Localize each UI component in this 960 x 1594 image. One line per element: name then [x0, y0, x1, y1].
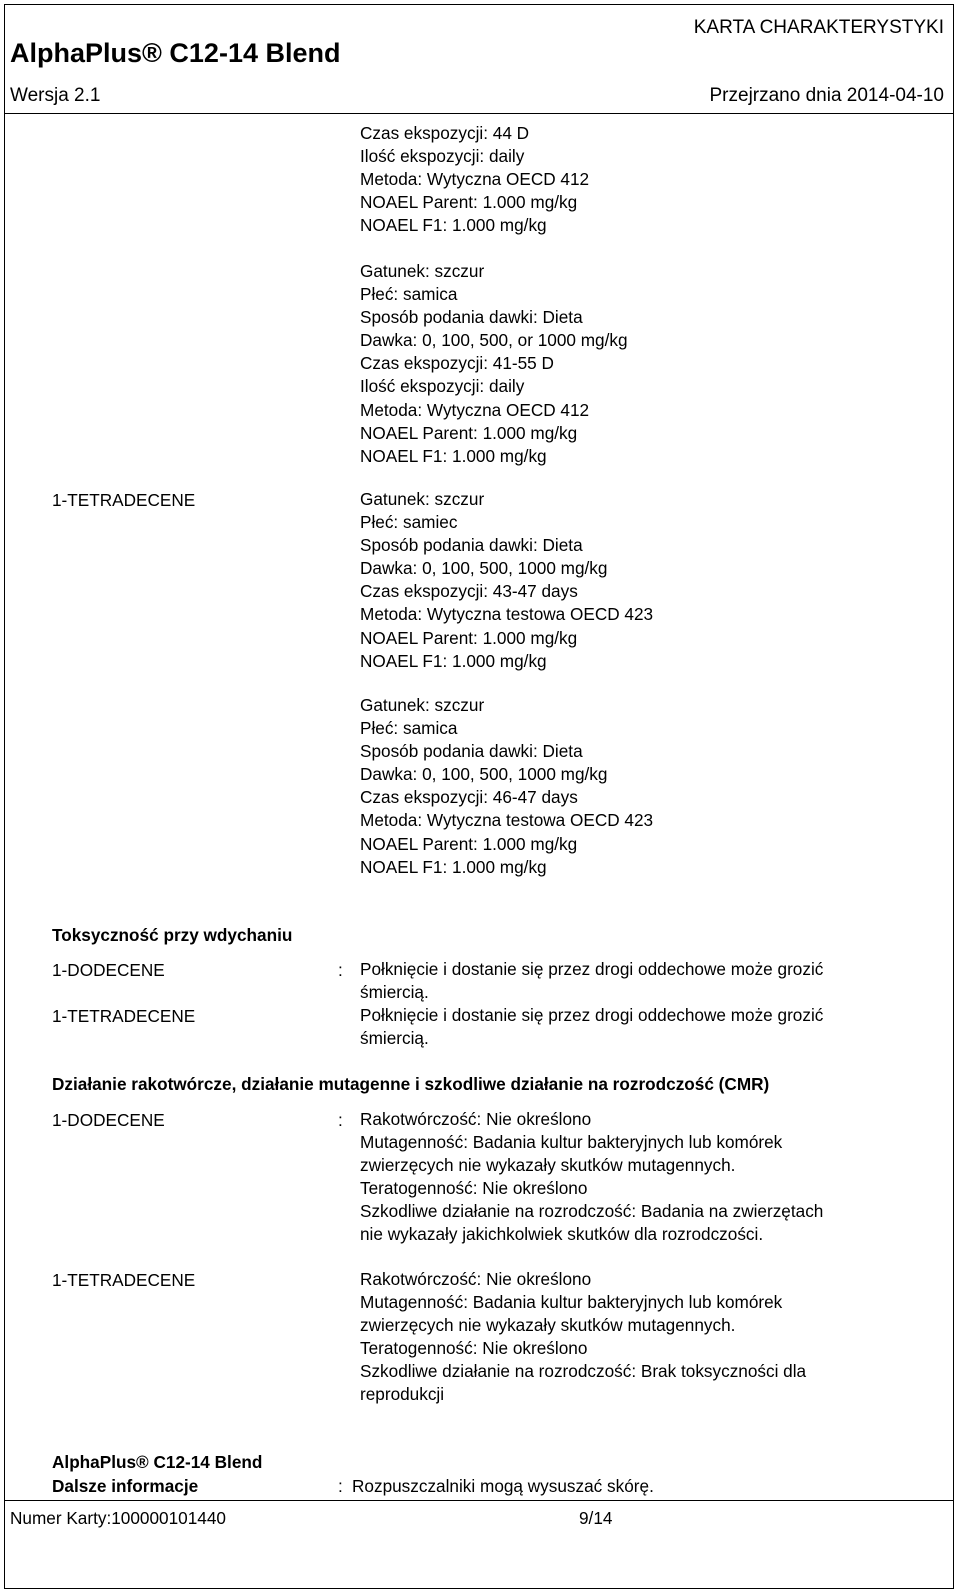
further-info-text: Rozpuszczalniki mogą wysuszać skórę. — [352, 1476, 654, 1496]
text-line: Metoda: Wytyczna OECD 412 — [360, 169, 590, 190]
text-line: Sposób podania dawki: Dieta — [360, 535, 583, 556]
repro-block-3 — [360, 488, 653, 673]
text-line: Gatunek: szczur — [360, 489, 485, 509]
text-line: NOAEL F1: 1.000 mg/kg — [360, 215, 547, 236]
substance-label-tetradecene: 1-TETRADECENE — [52, 490, 196, 510]
footer-divider — [4, 1500, 954, 1501]
text-line: śmiercią. — [360, 1028, 429, 1049]
text-line: Rakotwórczość: Nie określono — [360, 1109, 592, 1129]
text-line: Sposób podania dawki: Dieta — [360, 307, 583, 328]
text-line: Płeć: samica — [360, 718, 458, 739]
repro-block-4 — [360, 694, 653, 879]
text-line: Gatunek: szczur — [360, 695, 485, 715]
text-line: zwierzęcych nie wykazały skutków mutagennych. — [360, 1155, 736, 1176]
card-number: Numer Karty:100000101440 — [10, 1508, 226, 1528]
text-line: Połknięcie i dostanie się przez drogi oddechowe może grozić — [360, 959, 824, 979]
text-line: Dawka: 0, 100, 500, 1000 mg/kg — [360, 764, 608, 785]
section-title-cmr: Działanie rakotwórcze, działanie mutagenne i szkodliwe działanie na rozrodczość (CMR) — [52, 1074, 770, 1094]
repro-block-1 — [360, 122, 589, 237]
section-title-inhalation: Toksyczność przy wdychaniu — [52, 925, 293, 945]
inhalation-text-tetradecene — [360, 1004, 823, 1050]
further-info-label: Dalsze informacje — [52, 1476, 199, 1496]
text-line: Szkodliwe działanie na rozrodczość: Brak toksyczności dla — [360, 1361, 807, 1382]
colon: : — [338, 1110, 343, 1130]
text-line: Ilość ekspozycji: daily — [360, 376, 525, 397]
text-line: Rakotwórczość: Nie określono — [360, 1269, 592, 1289]
cmr-text-tetradecene — [360, 1268, 806, 1407]
text-line: Połknięcie i dostanie się przez drogi oddechowe może grozić — [360, 1005, 824, 1025]
text-line: Szkodliwe działanie na rozrodczość: Badania na zwierzętach — [360, 1201, 824, 1222]
text-line: Metoda: Wytyczna testowa OECD 423 — [360, 604, 654, 625]
text-line: Czas ekspozycji: 46-47 days — [360, 787, 578, 808]
text-line: Ilość ekspozycji: daily — [360, 146, 525, 167]
text-line: Płeć: samica — [360, 284, 458, 305]
text-line: Metoda: Wytyczna testowa OECD 423 — [360, 810, 654, 831]
substance-label-dodecene: 1-DODECENE — [52, 1110, 165, 1130]
text-line: Sposób podania dawki: Dieta — [360, 741, 583, 762]
text-line: Teratogenność: Nie określono — [360, 1338, 588, 1359]
text-line: zwierzęcych nie wykazały skutków mutagennych. — [360, 1315, 736, 1336]
text-line: Czas ekspozycji: 41-55 D — [360, 353, 554, 374]
text-line: Czas ekspozycji: 43-47 days — [360, 581, 578, 602]
text-line: Czas ekspozycji: 44 D — [360, 123, 530, 143]
version: Wersja 2.1 — [10, 85, 101, 106]
further-product-title: AlphaPlus® C12-14 Blend — [52, 1452, 263, 1472]
text-line: Mutagenność: Badania kultur bakteryjnych lub komórek — [360, 1132, 783, 1153]
text-line: Gatunek: szczur — [360, 261, 485, 281]
text-line: Płeć: samiec — [360, 512, 458, 533]
text-line: Dawka: 0, 100, 500, or 1000 mg/kg — [360, 330, 628, 351]
text-line: NOAEL F1: 1.000 mg/kg — [360, 445, 547, 466]
document-type: KARTA CHARAKTERYSTYKI — [693, 17, 944, 38]
substance-label-tetradecene: 1-TETRADECENE — [52, 1006, 196, 1026]
text-line: NOAEL F1: 1.000 mg/kg — [360, 856, 547, 877]
text-line: śmiercią. — [360, 982, 429, 1003]
inhalation-text-dodecene — [360, 958, 823, 1004]
header-divider — [4, 113, 954, 114]
cmr-text-dodecene — [360, 1108, 823, 1247]
product-title: AlphaPlus® C12-14 Blend — [10, 38, 341, 68]
substance-label-dodecene: 1-DODECENE — [52, 960, 165, 980]
text-line: Dawka: 0, 100, 500, 1000 mg/kg — [360, 558, 608, 579]
text-line: NOAEL Parent: 1.000 mg/kg — [360, 422, 578, 443]
text-line: NOAEL Parent: 1.000 mg/kg — [360, 833, 578, 854]
repro-block-2 — [360, 260, 628, 468]
text-line: Mutagenność: Badania kultur bakteryjnych lub komórek — [360, 1292, 783, 1313]
text-line: Teratogenność: Nie określono — [360, 1178, 588, 1199]
colon: : — [338, 960, 343, 980]
revision-date: Przejrzano dnia 2014-04-10 — [709, 85, 944, 106]
text-line: reprodukcji — [360, 1384, 445, 1405]
substance-label-tetradecene: 1-TETRADECENE — [52, 1270, 196, 1290]
colon: : — [338, 1476, 343, 1496]
text-line: NOAEL F1: 1.000 mg/kg — [360, 650, 547, 671]
text-line: NOAEL Parent: 1.000 mg/kg — [360, 192, 578, 213]
text-line: nie wykazały jakichkolwiek skutków dla rozrodczości. — [360, 1224, 764, 1245]
text-line: Metoda: Wytyczna OECD 412 — [360, 399, 590, 420]
text-line: NOAEL Parent: 1.000 mg/kg — [360, 627, 578, 648]
page-number: 9/14 — [579, 1508, 613, 1528]
